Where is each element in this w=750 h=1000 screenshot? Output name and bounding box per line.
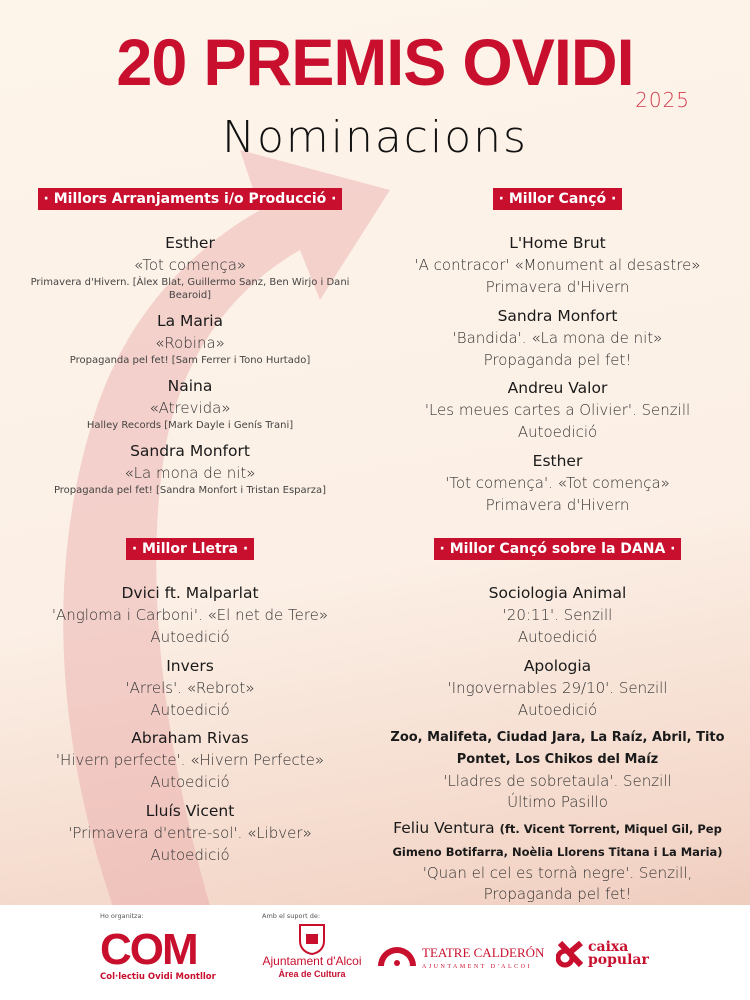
nominee-work: «Atrevida» — [149, 399, 231, 417]
nominee — [380, 305, 735, 371]
nominee-featuring: (ft. Vicent Torrent, Miquel Gil, Pep Gimeno Botifarra, Noèlia Llorens Titana i La Maria) — [392, 822, 723, 859]
nominee-name: Esther — [532, 451, 583, 470]
section-header: · Millor Cançó · — [493, 188, 623, 210]
nominee-work: 'Tot comença'. «Tot comença» — [445, 473, 670, 492]
nominee-work: «Robina» — [155, 334, 225, 352]
nominee-label: Primavera d'Hivern — [485, 278, 630, 296]
nominee-label: Autoedició — [150, 628, 230, 646]
nominee — [380, 817, 735, 905]
nominee — [380, 655, 735, 721]
nominee — [380, 377, 735, 443]
nominee-label: Autoedició — [517, 700, 598, 719]
nominee — [20, 375, 360, 432]
nominee-label: Propaganda pel fet! — [483, 350, 632, 369]
nominee-work: 'A contracor' «Monument al desastre» — [414, 256, 701, 274]
nominee-name: Apologia — [523, 656, 592, 675]
nominee-name: Sociologia Animal — [488, 584, 627, 602]
nominee-name: L'Home Brut — [509, 234, 606, 252]
nominee-name: Sandra Monfort — [130, 442, 250, 460]
nominee-name: La Maria — [156, 312, 224, 330]
nominee — [20, 800, 360, 866]
caixa-popular-logo-icon — [556, 940, 584, 968]
event-year: 2025 — [635, 88, 690, 112]
nominee-name: Invers — [166, 656, 214, 675]
nominee — [380, 450, 735, 516]
ajuntament-logo — [262, 955, 362, 981]
nominee-work: 'Arrels'. «Rebrot» — [125, 678, 255, 697]
nominee-work: 'Ingovernables 29/10'. Senzill — [447, 678, 668, 697]
nominee — [20, 655, 360, 721]
nominee-name: Sandra Monfort — [497, 306, 618, 325]
organizer-label: Ho organitza: — [100, 912, 144, 920]
nominee-work: 'Bandida'. «La mona de nit» — [452, 328, 663, 347]
nominee-label: Último Pasillo — [507, 793, 608, 811]
support-label: Amb el suport de: — [262, 912, 321, 920]
teatre-logo-icon — [376, 942, 418, 968]
nominee-label: Autoedició — [517, 423, 598, 441]
popular-text: popular — [588, 952, 649, 968]
nominee — [20, 440, 360, 497]
section-dana-song — [380, 538, 735, 912]
ajuntament-crest-icon — [297, 922, 327, 956]
nominee-label: Autoedició — [150, 773, 230, 791]
nominee-work: 'Les meues cartes a Olivier'. Senzill — [424, 401, 691, 419]
caixa-popular-logo — [588, 941, 649, 967]
section-arrangements — [20, 188, 360, 505]
nominee-name: Dvici ft. Malparlat — [121, 584, 259, 602]
nominee-label: Autoedició — [517, 628, 598, 646]
com-logo: COM — [100, 925, 197, 974]
nominee-name: Andreu Valor — [507, 379, 608, 397]
nominee-name: Abraham Rivas — [131, 729, 249, 747]
teatre-name: TEATRE CALDERÓN — [422, 945, 545, 960]
ajuntament-name: Ajuntament d'Alcoi — [262, 954, 362, 968]
nominee — [380, 232, 735, 298]
nominee-work: 'Quan el cel es tornà negre'. Senzill, — [422, 864, 693, 882]
nominee-work: 'Primavera d'entre-sol'. «Libver» — [68, 823, 312, 842]
nominee-label: Propaganda pel fet! [Sandra Monfort i Tristan Esparza] — [53, 485, 327, 496]
nominee-work: «Tot comença» — [133, 256, 247, 274]
nominee-name: Feliu Ventura — [393, 819, 495, 837]
section-header: · Millor Cançó sobre la DANA · — [434, 538, 682, 560]
nominee-label: Halley Records [Mark Dayle i Genís Trani] — [86, 420, 294, 431]
nominee-label: Autoedició — [150, 845, 230, 864]
section-best-song — [380, 188, 735, 522]
nominee — [380, 727, 735, 813]
nominee-name: Naina — [167, 377, 213, 395]
nominee-work: 'Lladres de sobretaula'. Senzill — [443, 772, 672, 790]
nominee-label: Primavera d'Hivern. [Àlex Blat, Guillermo Sanz, Ben Wirjo i Dani Bearoid] — [30, 277, 350, 301]
nominee — [20, 310, 360, 367]
ajuntament-sub: Àrea de Cultura — [278, 969, 346, 979]
nominee-work: '20:11'. Senzill — [502, 606, 613, 624]
nominee — [20, 727, 360, 793]
nominee-label: Primavera d'Hivern — [485, 495, 630, 514]
page-subtitle: Nominacions — [222, 112, 528, 163]
teatre-sub: AJUNTAMENT D'ALCOI — [422, 964, 532, 970]
nominee-name: Lluís Vicent — [145, 801, 235, 820]
nominee — [20, 232, 360, 302]
nominee-label: Propaganda pel fet! [Sam Ferrer i Tono Hurtado] — [69, 355, 311, 366]
nominee — [20, 582, 360, 648]
event-title: 20 PREMIS OVIDI — [116, 25, 634, 99]
nominee-label: Autoedició — [150, 700, 230, 719]
nominee — [380, 582, 735, 648]
nominee-name: Zoo, Malifeta, Ciudad Jara, La Raíz, Abril, Tito Pontet, Los Chikos del Maíz — [390, 730, 725, 767]
nominee-work: 'Hivern perfecte'. «Hivern Perfecte» — [55, 751, 325, 769]
com-name: Col·lectiu Ovidi Montllor — [100, 972, 216, 982]
section-header: · Millors Arranjaments i/o Producció · — [38, 188, 343, 210]
nominee-label: Propaganda pel fet! — [483, 885, 632, 903]
nominee-name: Esther — [165, 234, 215, 252]
caixa-text: caixa — [588, 939, 629, 955]
section-best-lyrics — [20, 538, 360, 872]
section-header: · Millor Lletra · — [126, 538, 254, 560]
nominee-work: 'Angloma i Carboni'. «El net de Tere» — [51, 606, 329, 624]
teatre-logo — [422, 946, 544, 974]
nominee-work: «La mona de nit» — [124, 464, 256, 482]
